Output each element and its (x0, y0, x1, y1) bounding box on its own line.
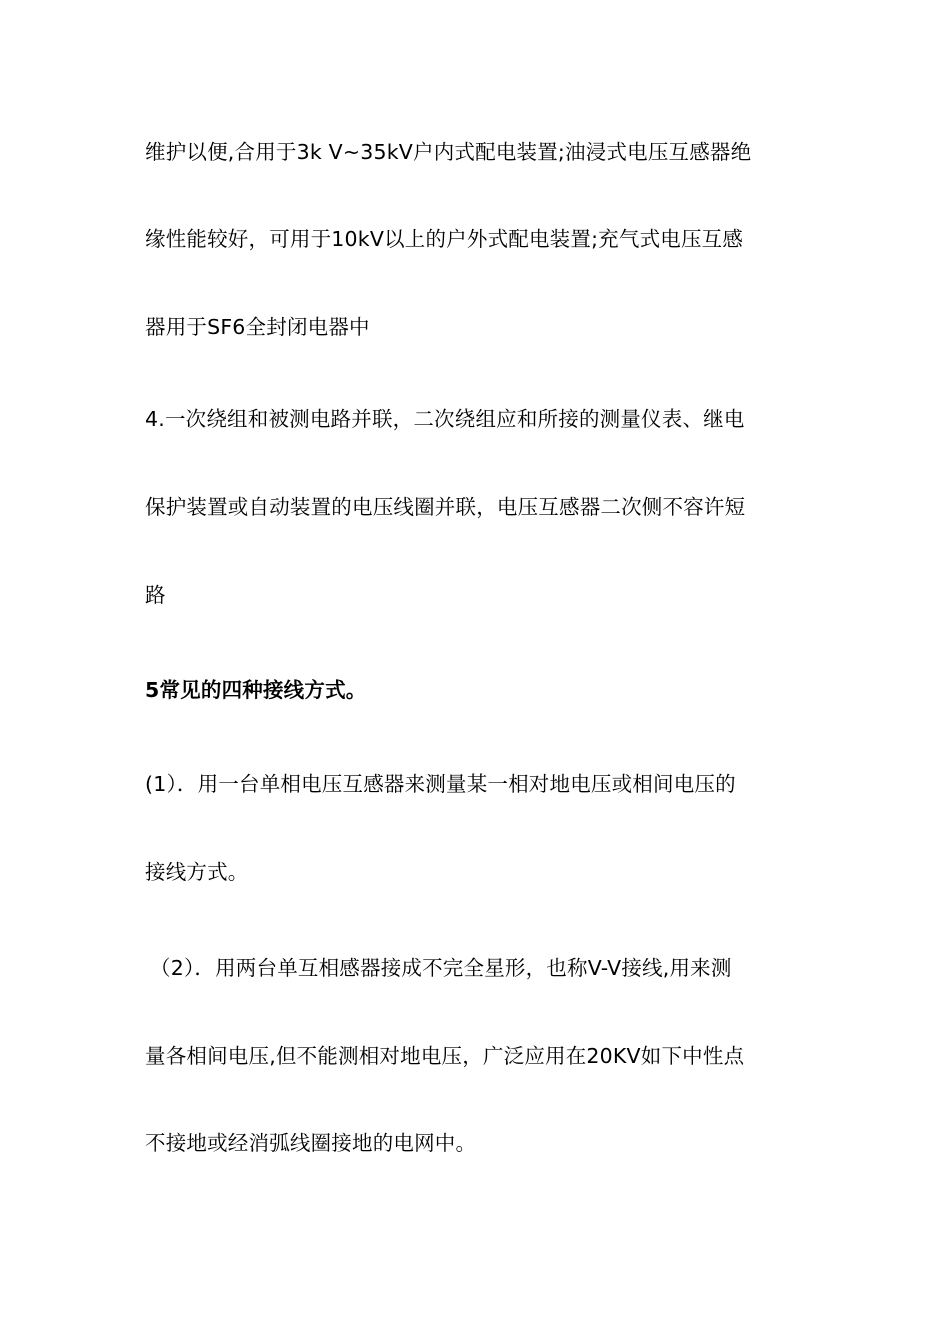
list-item-line: 接线方式。 (145, 860, 249, 884)
list-item-line: (1）．用一台单相电压互感器来测量某一相对地电压或相间电压的 (145, 772, 736, 796)
paragraph-line: 4.一次绕组和被测电路并联，二次绕组应和所接的测量仪表、继电 (145, 407, 745, 431)
paragraph-line: 缘性能较好，可用于10kV以上的户外式配电装置;充气式电压互感 (145, 227, 744, 251)
paragraph-line: 保护装置或自动装置的电压线圈并联，电压互感器二次侧不容许短 (145, 495, 746, 519)
section-heading: 5常见的四种接线方式。 (145, 678, 367, 702)
list-item-line: （2）．用两台单互相感器接成不完全星形，也称V-V接线,用来测 (150, 956, 732, 980)
paragraph-line: 器用于SF6全封闭电器中 (145, 315, 370, 339)
list-item-line: 量各相间电压,但不能测相对地电压，广泛应用在20KV如下中性点 (145, 1044, 745, 1068)
paragraph-line: 维护以便,合用于3k V~35kV户内式配电装置;油浸式电压互感器绝 (145, 140, 752, 164)
list-item-line: 不接地或经消弧线圈接地的电网中。 (145, 1131, 477, 1155)
paragraph-line: 路 (145, 583, 166, 607)
